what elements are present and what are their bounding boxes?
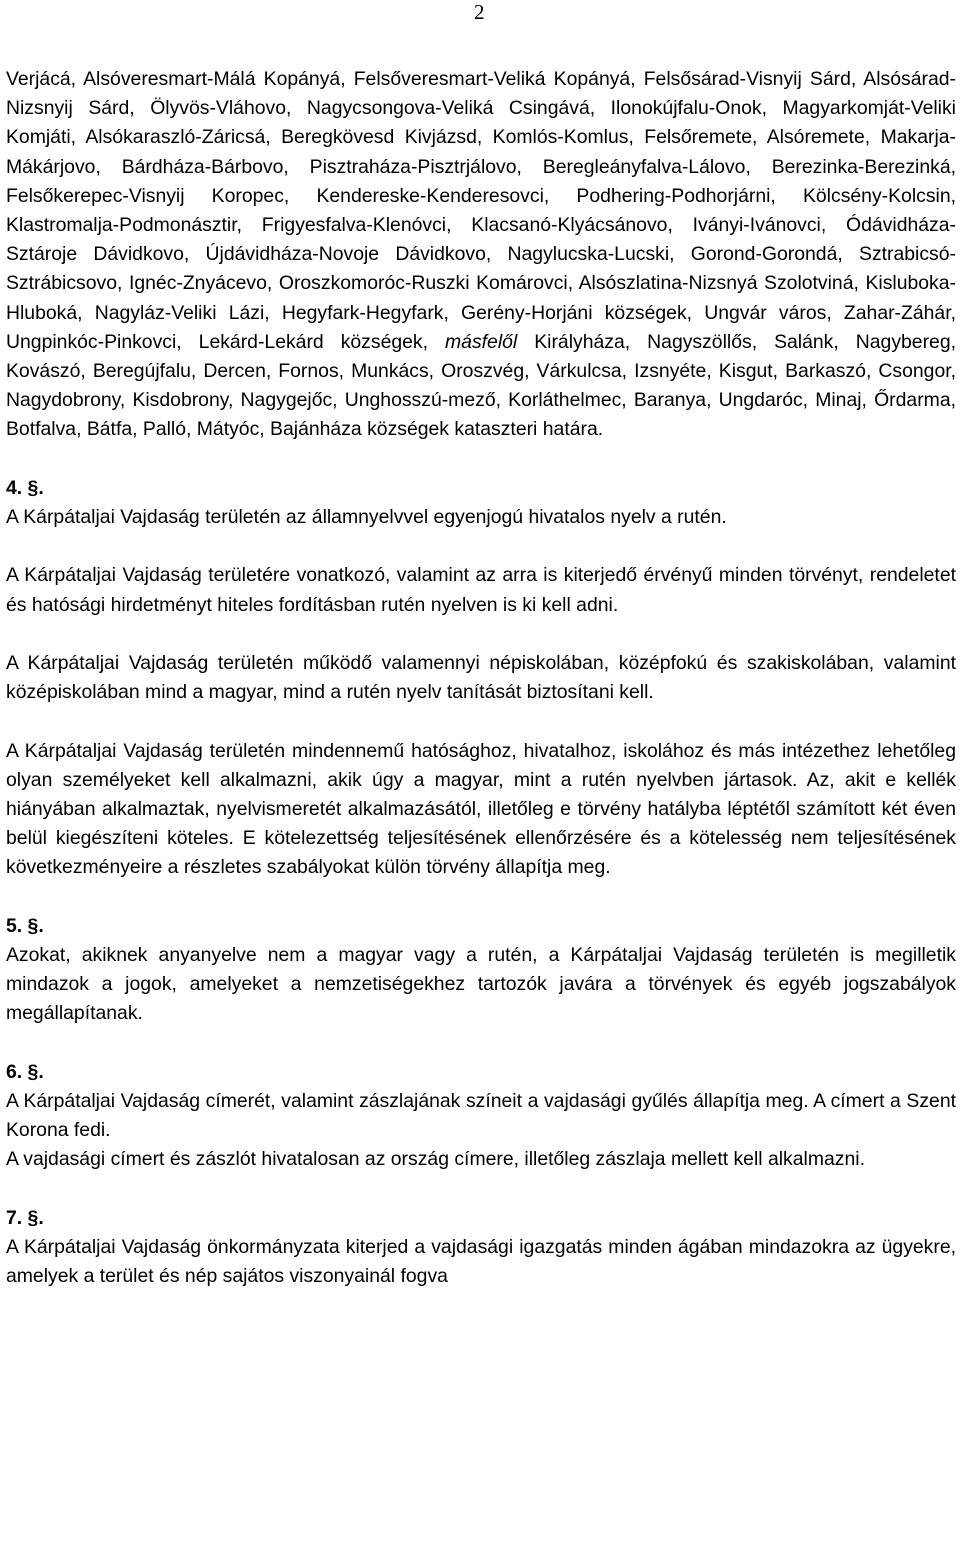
section-4-paragraph-1: A Kárpátaljai Vajdaság területén az államnyelvvel egyenjogú hivatalos nyelv a rutén.: [6, 506, 727, 529]
intro-paragraph: [6, 65, 956, 445]
section-4-paragraph-4: A Kárpátaljai Vajdaság területén mindennemű hatósághoz, hivatalhoz, iskolához és más intézethez lehetőleg olyan személyeket kell alkalmazni, akik úgy a magyar, mint a rutén nyelvben jártasok. Az, akit e kellék hiányában alkalmaztak, nyelvismeretét alkalmazásától, illetőleg e törvény hatályba léptétől számított két éven belül kiegészíteni köteles. E kötelezettség teljesítésének ellenőrzésére és a kötelesség nem teljesítésének következményeire a részletes szabályokat külön törvény állapítja meg.: [6, 739, 956, 879]
section-4-paragraph-3: A Kárpátaljai Vajdaság területén működő valamennyi népiskolában, középfokú és szakiskolában, valamint középiskolában mind a magyar, mind a rutén nyelv tanítását biztosítani kell.: [6, 652, 956, 704]
intro-emphasis: másfelől: [445, 330, 518, 353]
section-7-paragraph-1: A Kárpátaljai Vajdaság önkormányzata kiterjed a vajdasági igazgatás minden ágában mindazokra az ügyekre, amelyek a terület és nép sajátos viszonyainál fogva: [6, 1236, 956, 1288]
section-heading-4: 4. §.: [6, 476, 44, 499]
section-heading-7: 7. §.: [6, 1206, 44, 1229]
section-5-paragraph-1: Azokat, akiknek anyanyelve nem a magyar vagy a rutén, a Kárpátaljai Vajdaság területén is megilletik mindazok a jogok, amelyeket a nemzetiségekhez tartozók javára a törvények és egyéb jogszabályok megállapítanak.: [6, 944, 956, 1025]
section-heading-6: 6. §.: [6, 1060, 44, 1083]
section-6-paragraph-2: A vajdasági címert és zászlót hivatalosan az ország címere, illetőleg zászlaja mellett kell alkalmazni.: [6, 1148, 865, 1171]
section-heading-5: 5. §.: [6, 914, 44, 937]
section-6-paragraph-1: A Kárpátaljai Vajdaság címerét, valamint zászlajának színeit a vajdasági gyűlés állapítja meg. A címert a Szent Korona fedi.: [6, 1090, 956, 1142]
page-number: 2: [474, 0, 485, 24]
intro-text-part1: Verjácá, Alsóveresmart-Málá Kopányá, Felsőveresmart-Veliká Kopányá, Felsősárad-Visnyij Sárd, Alsósárad-Nizsnyij Sárd, Ölyvös-Vláhovo, Nagycsongova-Veliká Csingává, Ilonokújfalu-Onok, Magyarkomját-Veliki Komjáti, Alsókaraszló-Záricsá, Beregkövesd Kivjázsd, Komlós-Komlus, Felsőremete, Alsóremete, Makarja-Mákárjovo, Bárdháza-Bárbovo, Pisztraháza-Pisztrjálovo, Beregleányfalva-Lálovo, Berezinka-Berezinká, Felsőkerepec-Visnyij Koropec, Kendereske-Kenderesovci, Podhering-Podhorjárni, Kölcsény-Kolcsin, Klastromalja-Podmonásztir, Frigyesfalva-Klenóvci, Klacsanó-Klyácsánovo, Iványi-Ivánovci, Ódávidháza-Sztároje Dávidkovo, Újdávidháza-Novoje Dávidkovo, Nagylucska-Lucski, Gorond-Gorondá, Sztrabicsó-Sztrábicsovo, Ignéc-Znyácevo, Oroszkomoróc-Ruszki Komárovci, Alsószlatina-Nizsnyá Szolotviná, Kisluboka-Hluboká, Nagyláz-Veliki Lázi, Hegyfark-Hegyfark, Gerény-Horjáni községek, Ungvár város, Zahar-Záhár, Ungpinkóc-Pinkovci, Lekárd-Lekárd községek,: [6, 68, 956, 353]
document-body: [6, 65, 956, 1291]
section-4-paragraph-2: A Kárpátaljai Vajdaság területére vonatkozó, valamint az arra is kiterjedő érvényű minden törvényt, rendeletet és hatósági hirdetményt hiteles fordításban rutén nyelven is ki kell adni.: [6, 564, 956, 616]
intro-text-part2: Királyháza, Nagyszöllős, Salánk, Nagybereg, Kovászó, Beregújfalu, Dercen, Fornos, Munkács, Oroszvég, Várkulcsa, Izsnyéte, Kisgut, Barkaszó, Csongor, Nagydobrony, Kisdobrony, Nagygejőc, Unghosszú-mező, Korláthelmec, Baranya, Ungdaróc, Minaj, Őrdarma, Botfalva, Bátfa, Palló, Mátyóc, Bajánháza községek kataszteri határa.: [6, 330, 956, 441]
